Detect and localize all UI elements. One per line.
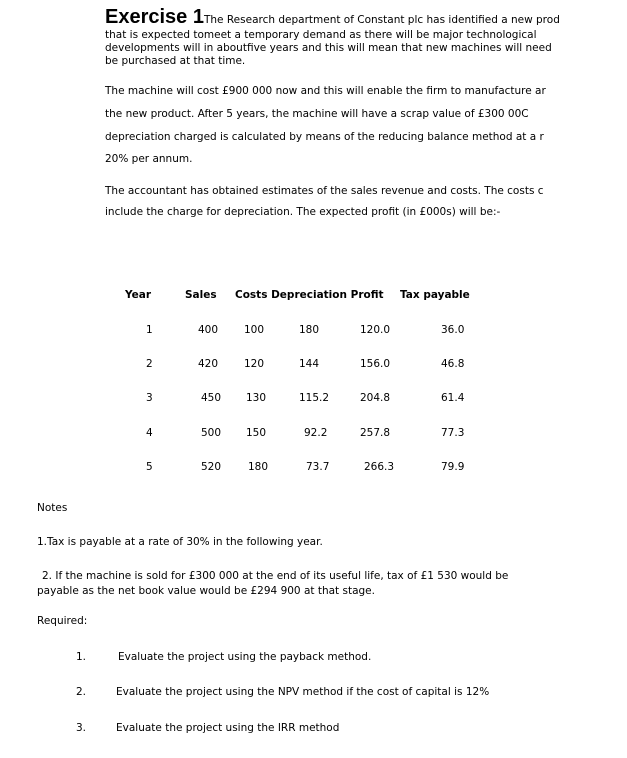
cell-profit: 266.3 bbox=[364, 461, 395, 473]
cell-depreciation: 180 bbox=[299, 324, 320, 336]
cell-depreciation: 115.2 bbox=[299, 392, 330, 404]
intro-line: be purchased at that time. bbox=[105, 55, 246, 67]
note-2-line: payable as the net book value would be £294 900 at that stage. bbox=[37, 585, 375, 597]
cell-costs: 180 bbox=[248, 461, 269, 473]
cell-tax: 77.3 bbox=[441, 427, 465, 439]
table-header-costs-depreciation-profit: Costs Depreciation Profit bbox=[235, 289, 384, 301]
cell-profit: 204.8 bbox=[360, 392, 391, 404]
paragraph-line: the new product. After 5 years, the machine will have a scrap value of £300 00C bbox=[105, 108, 529, 120]
cell-tax: 61.4 bbox=[441, 392, 465, 404]
cell-costs: 130 bbox=[246, 392, 267, 404]
cell-costs: 150 bbox=[246, 427, 267, 439]
note-2-line: 2. If the machine is sold for £300 000 at the end of its useful life, tax of £1 530 would be bbox=[42, 570, 509, 582]
exercise-title: Exercise 1 bbox=[105, 6, 204, 28]
required-heading: Required: bbox=[37, 615, 88, 627]
cell-tax: 79.9 bbox=[441, 461, 465, 473]
required-item-text: Evaluate the project using the IRR method bbox=[116, 722, 340, 734]
cell-sales: 500 bbox=[201, 427, 222, 439]
cell-depreciation: 73.7 bbox=[306, 461, 330, 473]
intro-line: that is expected tomeet a temporary demand as there will be major technological bbox=[105, 29, 537, 41]
cell-year: 1 bbox=[146, 324, 153, 336]
cell-year: 5 bbox=[146, 461, 153, 473]
table-header-tax: Tax payable bbox=[400, 289, 470, 301]
cell-depreciation: 144 bbox=[299, 358, 320, 370]
cell-profit: 156.0 bbox=[360, 358, 391, 370]
paragraph-line: The accountant has obtained estimates of the sales revenue and costs. The costs c bbox=[105, 185, 544, 197]
cell-sales: 420 bbox=[198, 358, 219, 370]
cell-profit: 257.8 bbox=[360, 427, 391, 439]
intro-line: developments will in aboutfive years and this will mean that new machines will need bbox=[105, 42, 552, 54]
paragraph-line: The machine will cost £900 000 now and this will enable the firm to manufacture ar bbox=[105, 85, 546, 97]
required-item-number: 3. bbox=[76, 722, 87, 734]
cell-tax: 36.0 bbox=[441, 324, 465, 336]
table-header-year: Year bbox=[125, 289, 152, 301]
required-item-text: Evaluate the project using the payback method. bbox=[118, 651, 372, 663]
exercise-title-line bbox=[105, 6, 627, 29]
notes-heading: Notes bbox=[37, 502, 68, 514]
table-header-sales: Sales bbox=[185, 289, 217, 301]
cell-depreciation: 92.2 bbox=[304, 427, 328, 439]
exercise-title-tail: The Research department of Constant plc has identified a new prod bbox=[203, 14, 560, 26]
cell-sales: 520 bbox=[201, 461, 222, 473]
cell-sales: 400 bbox=[198, 324, 219, 336]
cell-costs: 120 bbox=[244, 358, 265, 370]
paragraph-line: 20% per annum. bbox=[105, 153, 193, 165]
cell-year: 4 bbox=[146, 427, 153, 439]
cell-profit: 120.0 bbox=[360, 324, 391, 336]
cell-tax: 46.8 bbox=[441, 358, 465, 370]
required-item-number: 2. bbox=[76, 686, 87, 698]
note-1: 1.Tax is payable at a rate of 30% in the following year. bbox=[37, 536, 323, 548]
required-item-text: Evaluate the project using the NPV method if the cost of capital is 12% bbox=[116, 686, 490, 698]
cell-year: 3 bbox=[146, 392, 153, 404]
paragraph-line: include the charge for depreciation. The expected profit (in £000s) will be:- bbox=[105, 206, 501, 218]
paragraph-line: depreciation charged is calculated by means of the reducing balance method at a r bbox=[105, 131, 544, 143]
cell-costs: 100 bbox=[244, 324, 265, 336]
cell-year: 2 bbox=[146, 358, 153, 370]
cell-sales: 450 bbox=[201, 392, 222, 404]
required-item-number: 1. bbox=[76, 651, 87, 663]
